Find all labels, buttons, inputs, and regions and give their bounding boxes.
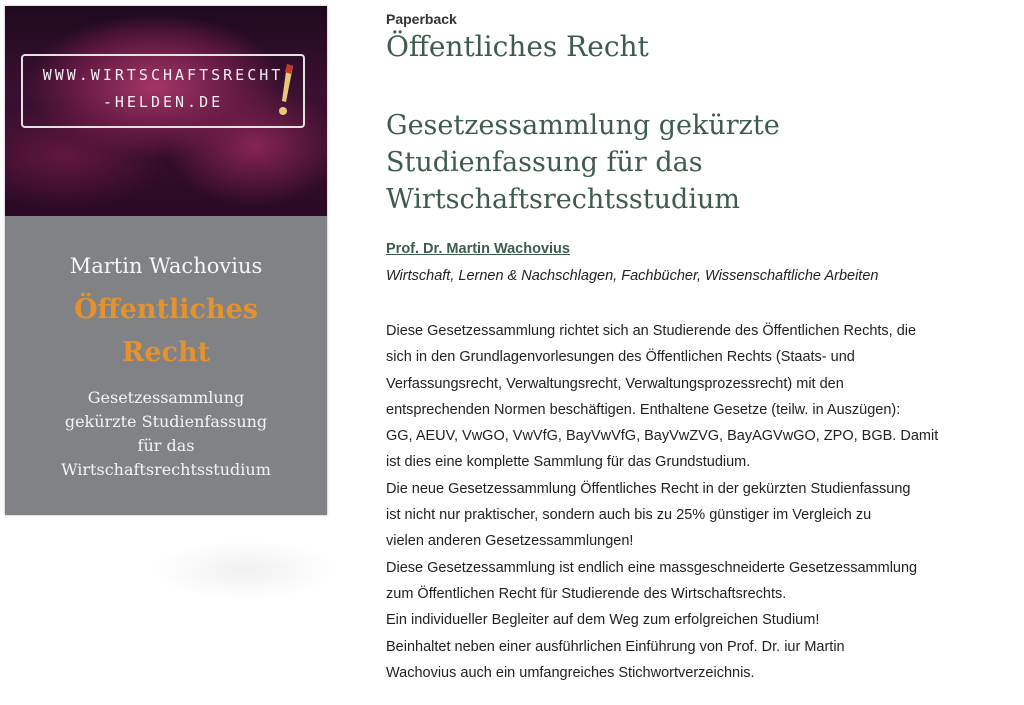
description-line: Beinhaltet neben einer ausführlichen Einführung von Prof. Dr. iur Martin [386, 638, 845, 655]
description-line: entsprechenden Normen beschäftigen. Enthaltene Gesetze (teilw. in Auszügen): [386, 401, 901, 418]
book-cover-image[interactable] [5, 6, 327, 515]
description-line: Verfassungsrecht, Verwaltungsrecht, Verwaltungsprozessrecht) mit den [386, 375, 844, 392]
cover-shadow [150, 540, 340, 600]
product-subtitle-line: Studienfassung für das [386, 147, 703, 178]
cover-subtitle-line: für das [137, 436, 195, 455]
description-line: Diese Gesetzessammlung ist endlich eine massgeschneiderte Gesetzessammlung [386, 559, 918, 576]
description-line: Die neue Gesetzessammlung Öffentliches Recht in der gekürzten Studienfassung [386, 480, 911, 497]
cover-subtitle-line: Gesetzessammlung [87, 388, 245, 407]
description-line: ist nicht nur praktischer, sondern auch bis zu 25% günstiger im Vergleich zu [386, 507, 872, 524]
description-line: vielen anderen Gesetzessammlungen! [386, 533, 634, 550]
product-title: Öffentliches Recht [386, 30, 649, 63]
description-line: GG, AEUV, VwGO, VwVfG, BayVwVfG, BayVwZVG, BayAGVwGO, ZPO, BGB. Damit [386, 428, 939, 445]
cover-subtitle-line: gekürzte Studienfassung [64, 412, 268, 431]
category-list: Wirtschaft, Lernen & Nachschlagen, Fachbücher, Wissenschaftliche Arbeiten [386, 268, 879, 284]
product-subtitle-line: Gesetzessammlung gekürzte [386, 110, 780, 141]
cover-subtitle-line: Wirtschaftsrechtsstudium [61, 460, 271, 479]
cover-title-line: Öffentliches [74, 294, 258, 325]
cover-title-line: Recht [121, 337, 211, 368]
cover-url-line-2: -HELDEN.DE [102, 93, 224, 111]
cover-smoke-background [5, 6, 327, 216]
cover-url-line-1: WWW.WIRTSCHAFTSRECHT [42, 66, 284, 84]
product-subtitle [386, 107, 886, 218]
author-link[interactable]: Prof. Dr. Martin Wachovius [386, 241, 570, 257]
description-line: ist dies eine komplette Sammlung für das Grundstudium. [386, 454, 751, 471]
description-line: Diese Gesetzessammlung richtet sich an Studierende des Öffentlichen Rechts, die [386, 323, 917, 339]
product-description [386, 318, 986, 686]
product-subtitle-line: Wirtschaftsrechtsstudium [386, 184, 740, 215]
description-line: zum Öffentlichen Recht für Studierende des Wirtschaftsrechts. [386, 585, 787, 602]
cover-url-box [21, 54, 305, 128]
description-line: Wachovius auch ein umfangreiches Stichwortverzeichnis. [386, 664, 755, 681]
description-line: sich in den Grundlagenvorlesungen des Öffentlichen Rechts (Staats- und [386, 349, 855, 366]
exclamation-icon [277, 64, 295, 120]
cover-title [5, 288, 327, 374]
format-label: Paperback [386, 11, 457, 27]
cover-subtitle [5, 386, 327, 482]
description-line: Ein individueller Begleiter auf dem Weg zum erfolgreichen Studium! [386, 612, 820, 629]
cover-author: Martin Wachovius [69, 254, 263, 278]
cover-title-panel [5, 216, 327, 515]
